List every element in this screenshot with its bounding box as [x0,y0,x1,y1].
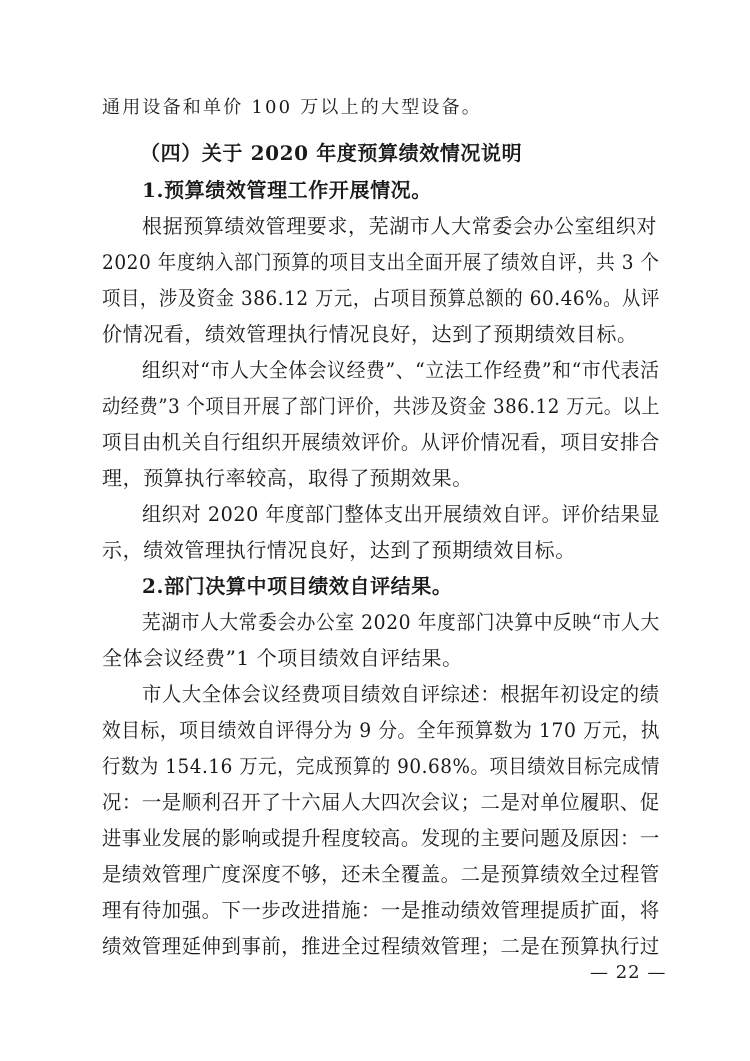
subsection-heading: 2.部门决算中项目绩效自评结果。 [142,574,453,598]
paragraph-line: 效目标，项目绩效自评得分为 9 分。全年预算数为 170 万元，执 [102,718,661,742]
paragraph-line: 芜湖市人大常委会办公室 2020 年度部门决算中反映“市人大 [142,610,660,634]
page-number: — 22 — [590,962,667,983]
paragraph-line: 2020 年度纳入部门预算的项目支出全面开展了绩效自评，共 3 个 [102,250,660,274]
paragraph-line: 示，绩效管理执行情况良好，达到了预期绩效目标。 [102,538,576,562]
paragraph-line: 况：一是顺利召开了十六届人大四次会议；二是对单位履职、促 [102,790,660,814]
paragraph-line: 全体会议经费”1 个项目绩效自评结果。 [102,646,463,670]
paragraph-line: 动经费”3 个项目开展了部门评价，共涉及资金 386.12 万元。以上 [102,394,661,418]
section-heading: （四）关于 2020 年度预算绩效情况说明 [140,141,523,165]
paragraph-line: 是绩效管理广度深度不够，还未全覆盖。二是预算绩效全过程管 [102,862,660,886]
paragraph-line: 组织对“市人大全体会议经费”、“立法工作经费”和“市代表活 [142,358,660,382]
paragraph-line: 项目由机关自行组织开展绩效评价。从评价情况看，项目安排合 [102,430,660,454]
paragraph-line: 行数为 154.16 万元，完成预算的 90.68%。项目绩效目标完成情 [102,754,660,778]
paragraph-line: 理有待加强。下一步改进措施：一是推动绩效管理提质扩面，将 [102,898,660,922]
paragraph-line: 价情况看，绩效管理执行情况良好，达到了预期绩效目标。 [102,322,638,346]
paragraph-line: 理，预算执行率较高，取得了预期效果。 [102,466,473,490]
paragraph-line: 项目，涉及资金 386.12 万元，占项目预算总额的 60.46%。从评 [102,286,660,310]
text-line: 通用设备和单价 100 万以上的大型设备。 [102,97,482,118]
subsection-heading: 1.预算绩效管理工作开展情况。 [142,178,432,202]
paragraph-line: 组织对 2020 年度部门整体支出开展绩效自评。评价结果显 [142,502,661,526]
paragraph-line: 根据预算绩效管理要求，芜湖市人大常委会办公室组织对 [142,214,657,238]
paragraph-line: 市人大全体会议经费项目绩效自评综述：根据年初设定的绩 [142,682,660,706]
paragraph-line: 绩效管理延伸到事前，推进全过程绩效管理；二是在预算执行过 [102,934,660,958]
paragraph-line: 进事业发展的影响或提升程度较高。发现的主要问题及原因：一 [102,826,660,850]
